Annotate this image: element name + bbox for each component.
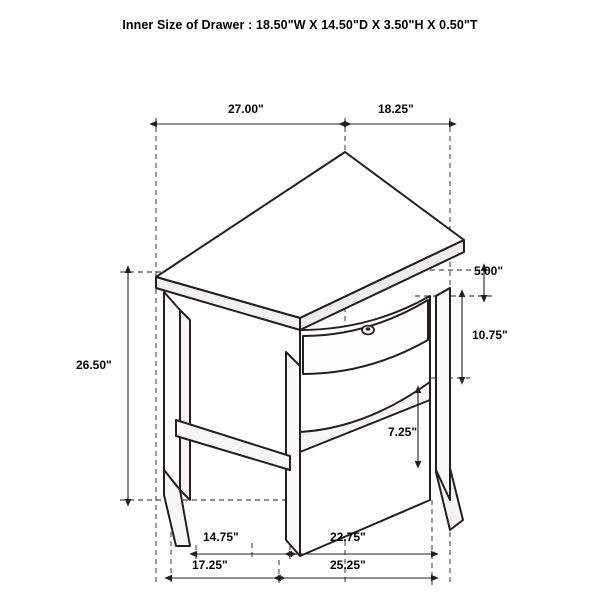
page-title: Inner Size of Drawer : 18.50"W X 14.50"D X 3.50"H X 0.50"T (122, 18, 478, 32)
dim-label-outer-right: 25.25" (330, 558, 366, 572)
dim-label-shelf: 7.25" (388, 425, 418, 439)
dim-label-height: 26.50" (76, 358, 112, 372)
dim-label-outer-left: 17.25" (192, 558, 228, 572)
dim-label-top-left: 27.00" (228, 102, 264, 116)
dim-label-top-right: 18.25" (378, 102, 414, 116)
dim-label-inner-right: 22.75" (330, 530, 366, 544)
furniture-body (156, 152, 464, 556)
dim-label-inner-left: 14.75" (203, 530, 239, 544)
dim-label-right-middle: 10.75" (472, 328, 508, 342)
drawer-knob (362, 326, 374, 335)
dim-label-right-upper: 5.00" (474, 264, 504, 278)
